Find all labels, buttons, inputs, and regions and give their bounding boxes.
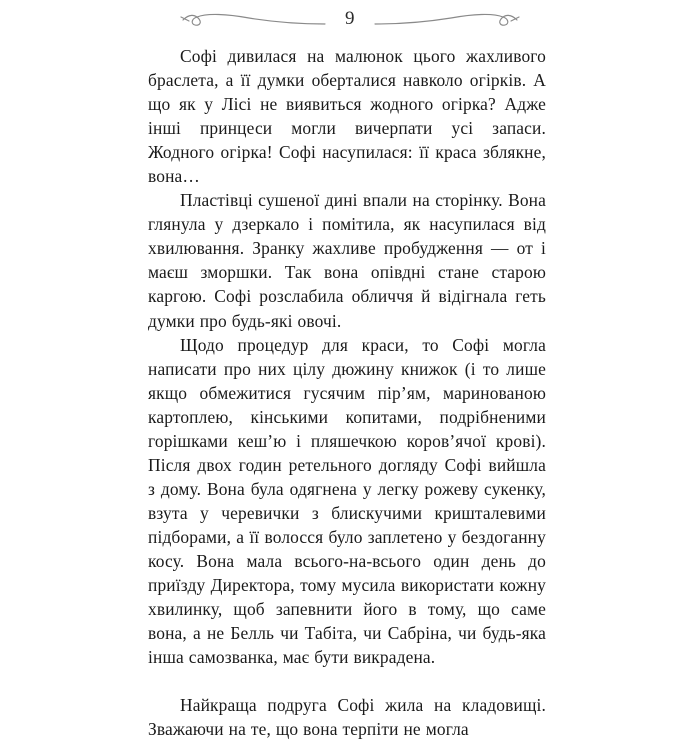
paragraph: Найкраща подруга Софі жила на кладовищі. Зважаючи на те, що вона терпіти не могла: [148, 695, 546, 740]
paragraph: Пластівці сушеної дині впали на сторінку. Вона глянула у дзеркало і помітила, як насупилася від хвилювання. Зранку жахливе пробудження — от і маєш зморшки. Так вона опівдні стане старою каргою. Софі розслабила обличчя й відігнала геть думки про будь-які овочі.: [148, 190, 546, 331]
running-head: [0, 0, 700, 38]
page-number: 9: [345, 7, 355, 29]
flourish-ornament-right: [371, 6, 521, 32]
flourish-ornament-left: [179, 6, 329, 32]
paragraph: Щодо процедур для краси, то Софі могла написати про них цілу дюжину книжок (і то лише якщо обмежитися гусячим пір’ям, маринованою картоплею, кінськими копитами, подрібненими горішками кеш’ю і пляшечкою коров’ячої крові). Після двох годин ретельного догляду Софі вийшла з дому. Вона була одягнена у легку рожеву сукенку, взута у черевички з блискучими кришталевими підборами, а її волосся було заплетено у бездоганну косу. Вона мала всього-на-всього один день до приїзду Директора, тому мусила використати кожну хвилинку, щоб запевнити його в тому, що саме вона, а не Белль чи Табіта, чи Сабріна, чи будь-яка інша самозванка, має бути викрадена.: [148, 334, 546, 668]
body-text-block: [148, 44, 546, 741]
paragraph: Софі дивилася на малюнок цього жахливого браслета, а її думки оберталися навколо огірків. А що як у Лісі не виявиться жодного огірка? Адже інші принцеси могли вичерпати усі запаси. Жодного огірка! Софі насупилася: її краса зблякне, вона…: [148, 46, 546, 187]
